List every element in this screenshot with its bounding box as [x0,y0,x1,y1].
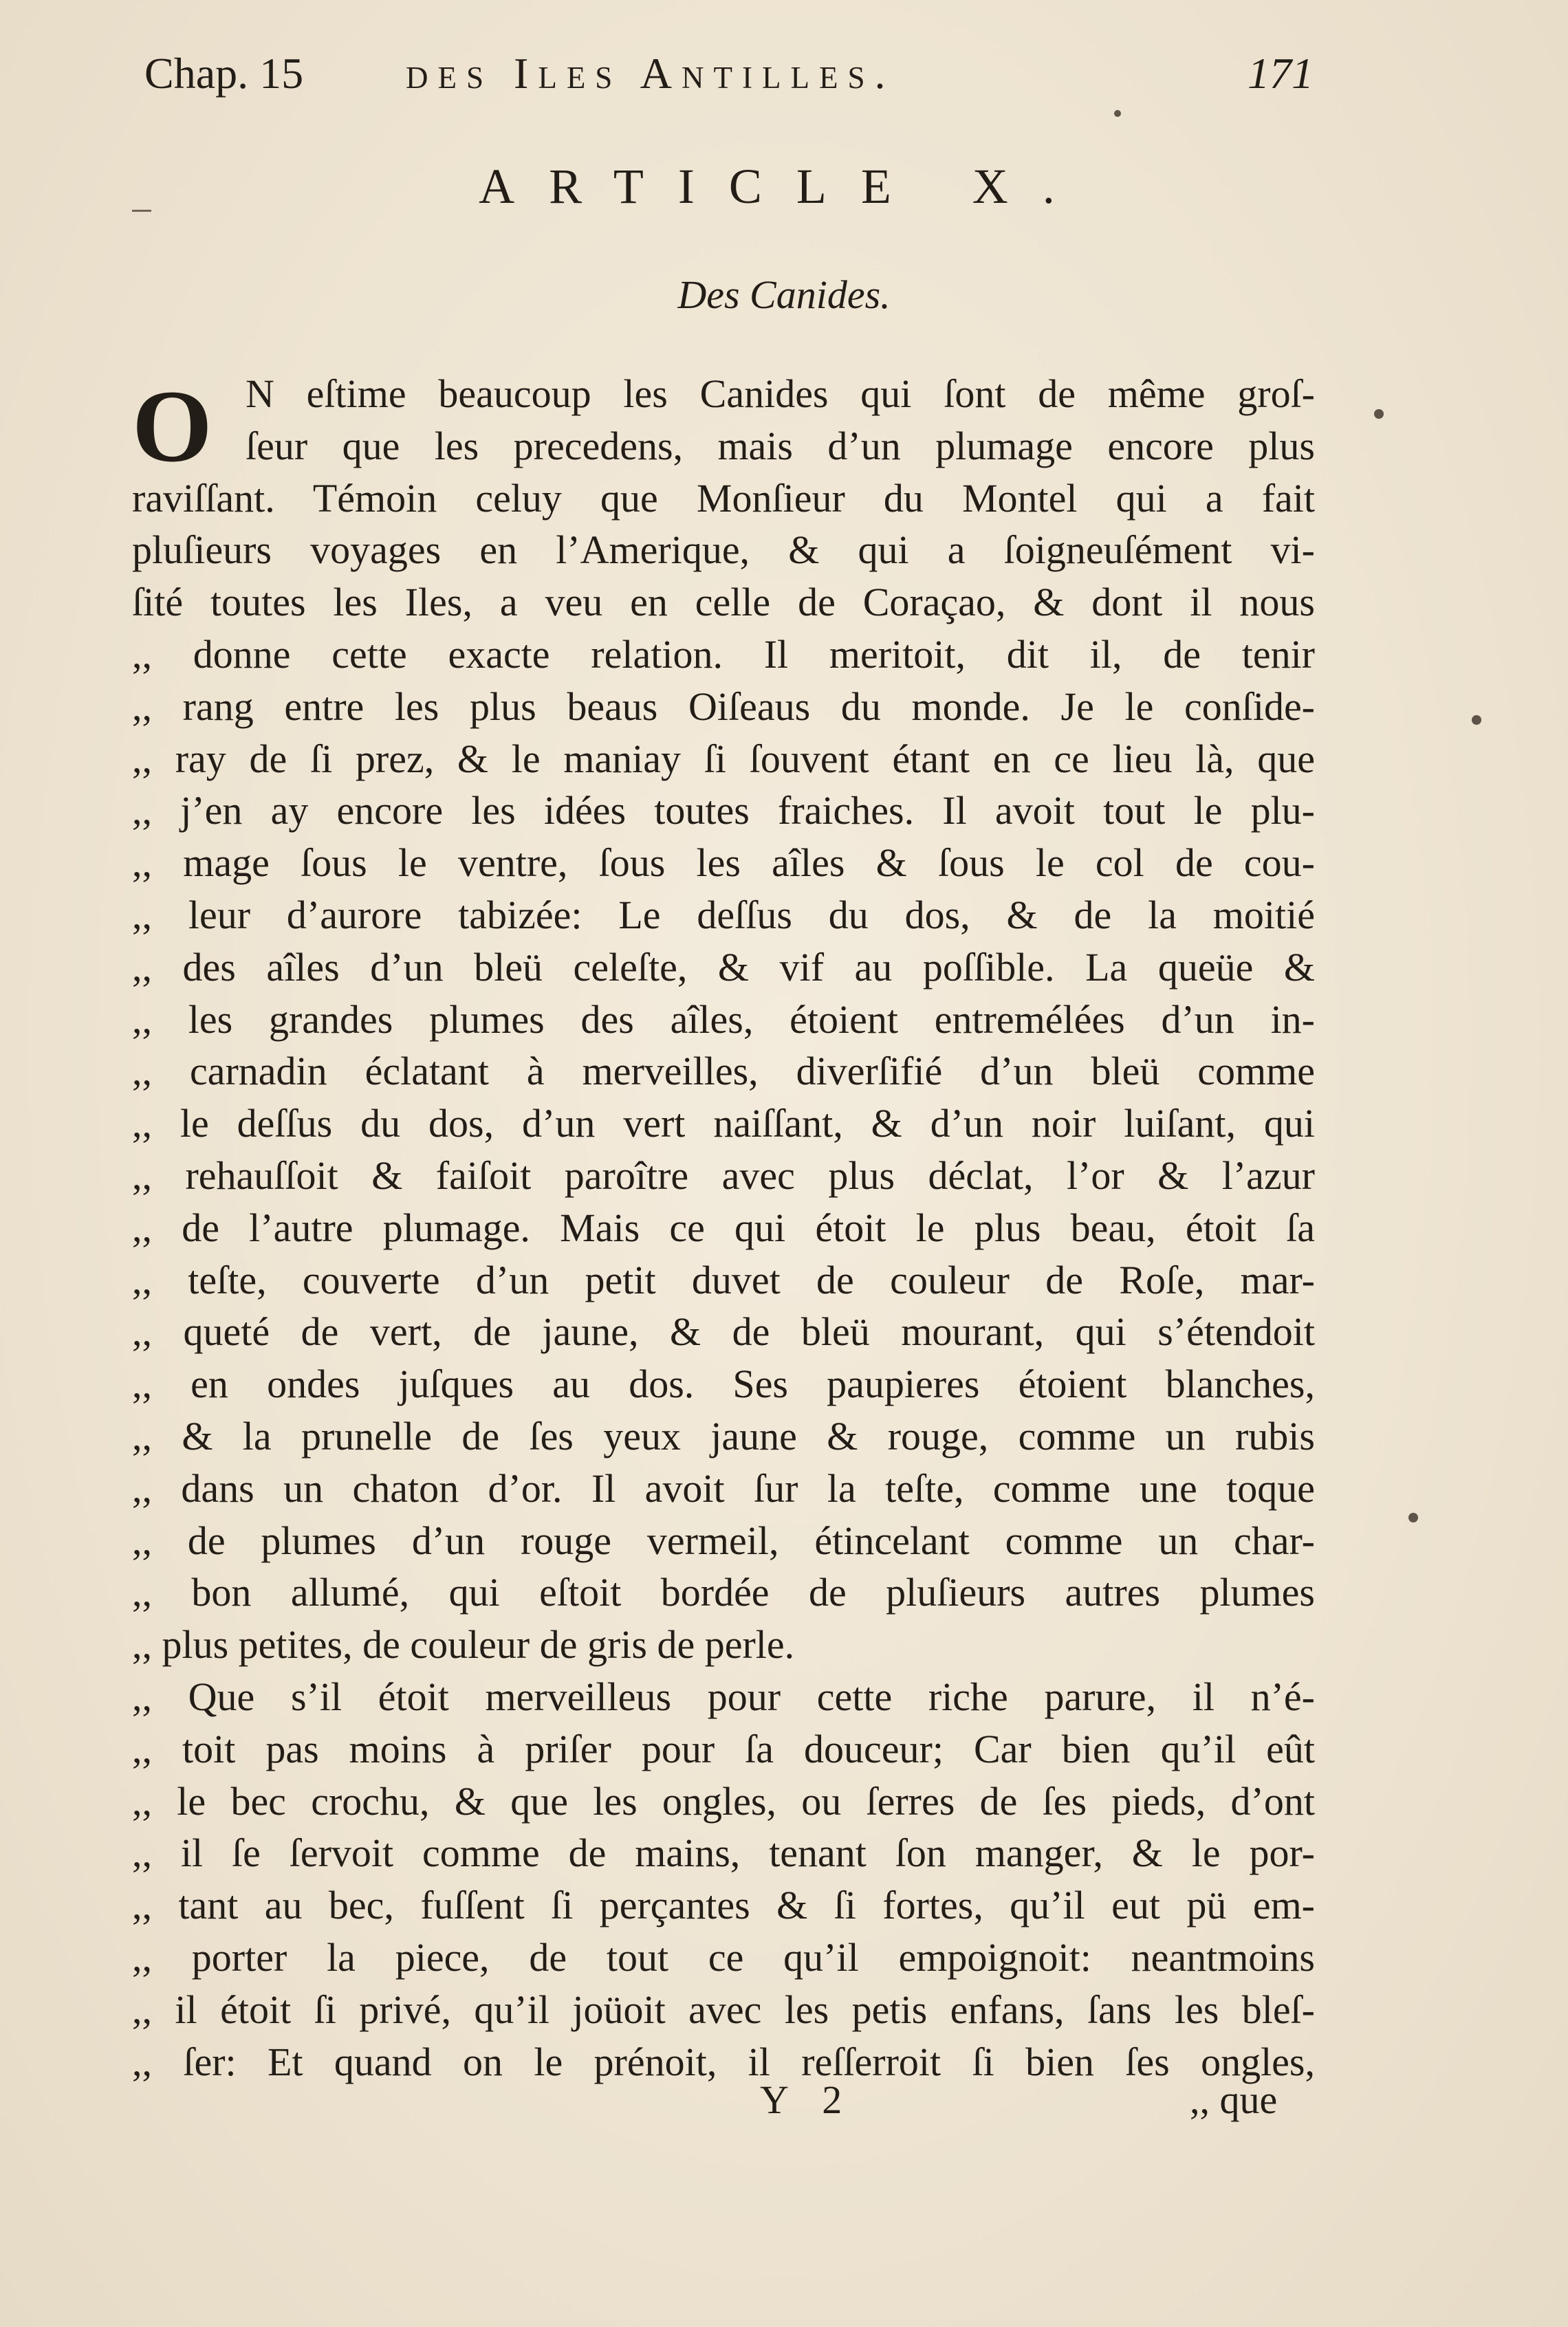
running-title: des Iles Antilles. [406,49,895,98]
drop-cap: O [132,369,213,483]
text-line: ,, mage ſous le ventre, ſous les aîles & ſous le col de cou- [132,840,1315,886]
text-line: ,, il ſe ſervoit comme de mains, tenant ſon manger, & le por- [132,1831,1315,1876]
text-line: ſité toutes les Iles, a veu en celle de Coraçao, & dont il nous [132,580,1315,625]
signature-mark: Y 2 [760,2077,855,2122]
text-line: ,, le deſſus du dos, d’un vert naiſſant, & d’un noir luiſant, qui [132,1101,1315,1146]
text-line: ,, le bec crochu, & que les ongles, ou ſerres de ſes pieds, d’ont [132,1778,1315,1824]
text-line: ,, toit pas moins à priſer pour ſa douceur; Car bien qu’il eût [132,1726,1315,1771]
text-line: ,, Que s’il étoit merveilleus pour cette riche parure, il n’é- [132,1674,1315,1719]
text-line: ſeur que les precedens, mais d’un plumage encore plus [246,423,1315,468]
text-line: ,, en ondes juſques au dos. Ses paupieres étoient blanches, [132,1362,1315,1407]
text-line: ,, porter la piece, de tout ce qu’il empoignoit: neantmoins [132,1934,1315,1980]
text-line: pluſieurs voyages en l’Amerique, & qui a ſoigneuſément vi- [132,527,1315,573]
text-line: ,, rehauſſoit & faiſoit paroître avec plus déclat, l’or & l’azur [132,1152,1315,1198]
article-subtitle: Des Canides. [677,272,891,317]
text-line: ,, & la prunelle de ſes yeux jaune & rouge, comme un rubis [132,1413,1315,1459]
ink-speck [1114,110,1121,117]
body-text [132,368,1315,2088]
text-line: ,, dans un chaton d’or. Il avoit ſur la teſte, comme une toque [132,1465,1315,1511]
ink-speck [1408,1513,1418,1522]
text-line: ,, j’en ay encore les idées toutes fraiches. Il avoit tout le plu- [132,788,1315,833]
running-header [144,48,1314,110]
text-line: ,, tant au bec, fuſſent ſi perçantes & ſi fortes, qu’il eut pü em- [132,1883,1315,1928]
text-line: ,, des aîles d’un bleü celeſte, & vif au poſſible. La queüe & [132,944,1315,990]
text-line: ,, plus petites, de couleur de gris de perle. [132,1622,795,1668]
page-number: 171 [1248,49,1314,98]
text-line: ,, ray de ſi prez, & le maniay ſi ſouvent étant en ce lieu là, que [132,736,1315,781]
text-line: ,, ſer: Et quand on le prénoit, il reſſerroit ſi bien ſes ongles, [132,2039,1315,2084]
ink-speck [1374,409,1384,419]
text-line: ,, donne cette exacte relation. Il meritoit, dit il, de tenir [132,631,1315,677]
text-line: N eſtime beaucoup les Canides qui ſont de même groſ- [246,371,1315,416]
text-line: ,, bon allumé, qui eſtoit bordée de pluſieurs autres plumes [132,1570,1315,1615]
page-footer [0,2077,1568,2132]
text-line: ,, de plumes d’un rouge vermeil, étincelant comme un char- [132,1518,1315,1563]
chapter-label: Chap. 15 [144,49,304,98]
catchword: ,, que [1190,2077,1278,2122]
article-heading: ARTICLE X. [479,159,1089,214]
text-line: ,, les grandes plumes des aîles, étoient entremélées d’un in- [132,996,1315,1042]
text-line: ,, de l’autre plumage. Mais ce qui étoit le plus beau, étoit ſa [132,1205,1315,1250]
text-line: ,, carnadin éclatant à merveilles, diverſifié d’un bleü comme [132,1049,1315,1094]
text-line: ,, queté de vert, de jaune, & de bleü mourant, qui s’étendoit [132,1309,1315,1355]
text-line: ,, rang entre les plus beaus Oiſeaus du monde. Je le conſide- [132,684,1315,729]
text-line: raviſſant. Témoin celuy que Monſieur du Montel qui a fait [132,475,1315,521]
ink-speck [1472,715,1481,725]
text-line: ,, il étoit ſi privé, qu’il joüoit avec les petis enfans, ſans les bleſ- [132,1987,1315,2032]
text-line: ,, leur d’aurore tabizée: Le deſſus du dos, & de la moitié [132,892,1315,937]
text-line: ,, teſte, couverte d’un petit duvet de couleur de Roſe, mar- [132,1257,1315,1302]
